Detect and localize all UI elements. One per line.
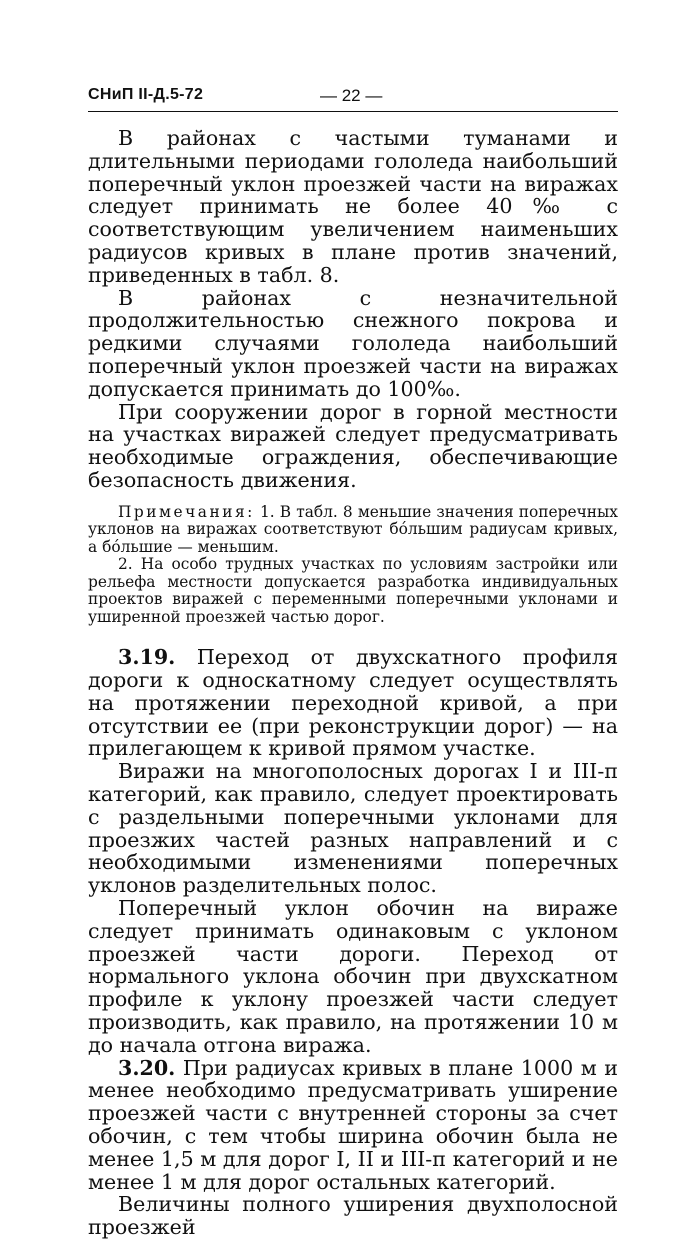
notes-label: Примечания:: [118, 502, 255, 521]
section-3-20-number: 3.20.: [118, 1055, 176, 1080]
document-code: СНиП II-Д.5-72: [88, 86, 204, 103]
paragraph-mountain-roads: При сооружении дорог в горной местности на участках виражей следует предусматривать необходимые ограждения, обеспечивающие безопасность движения.: [88, 399, 618, 492]
paragraph-fog-ice: В районах с частыми туманами и длительными периодами гололеда наибольший поперечный уклон проезжей части на виражах следует принимать не более 40‰ с соответствующим увеличением наименьших радиусов кривых в плане против значений, приведенных в табл. 8.: [88, 126, 618, 287]
note-2: 2. На особо трудных участках по условиям застройки или рельефа местности допускается разработка индивидуальных проектов виражей с переменными поперечными уклонами и уширенной проезжей частью дорог.: [88, 555, 618, 626]
paragraph-multilane: Виражи на многополосных дорогах I и III-п категорий, как правило, следует проектировать с раздельными поперечными уклонами для проезжих частей разных направлений и с необходимыми изменениями поперечных уклонов разделительных полос.: [88, 759, 618, 898]
paragraph-snow-cover: В районах с незначительной продолжительностью снежного покрова и редкими случаями гололеда наибольший поперечный уклон проезжей части на виражах допускается принимать до 100‰.: [88, 285, 618, 401]
note-1: [88, 504, 618, 557]
page-header: [88, 84, 618, 110]
paragraph-widening: Величины полного уширения двухполосной проезжей: [88, 1192, 618, 1239]
header-rule: [88, 111, 618, 112]
paragraph-shoulders: Поперечный уклон обочин на вираже следует принимать одинаковым с уклоном проезжей части дороги. Переход от нормального уклона обочин при двухскатном профиле к уклону проезжей части следует производить, как правило, на протяжении 10 м до начала отгона виража.: [88, 896, 618, 1057]
section-3-20-text: При радиусах кривых в плане 1000 м и менее необходимо предусматривать уширение проезжей части с внутренней стороны за счет обочин, с тем чтобы ширина обочин была не менее 1,5 м для дорог I, II и III-п категорий и не менее 1 м для дорог остальных категорий.: [88, 1055, 619, 1194]
page-body: [88, 127, 618, 1239]
section-3-19-text: Переход от двухскатного профиля дороги к односкатному следует осуществлять на протяжении переходной кривой, а при отсутствии ее (при реконструкции дорог) — на прилегающем к кривой прямом участке.: [88, 645, 618, 761]
note-1-text: 1. В табл. 8 меньшие значения поперечных уклонов на виражах соответствуют бóльшим радиусам кривых, а бóльшие — меньшим.: [88, 502, 618, 556]
page-number: — 22 —: [320, 86, 383, 105]
section-3-19-number: 3.19.: [118, 645, 176, 670]
section-3-20: [88, 1057, 618, 1194]
notes-block: [88, 504, 618, 627]
section-3-19: [88, 646, 618, 760]
